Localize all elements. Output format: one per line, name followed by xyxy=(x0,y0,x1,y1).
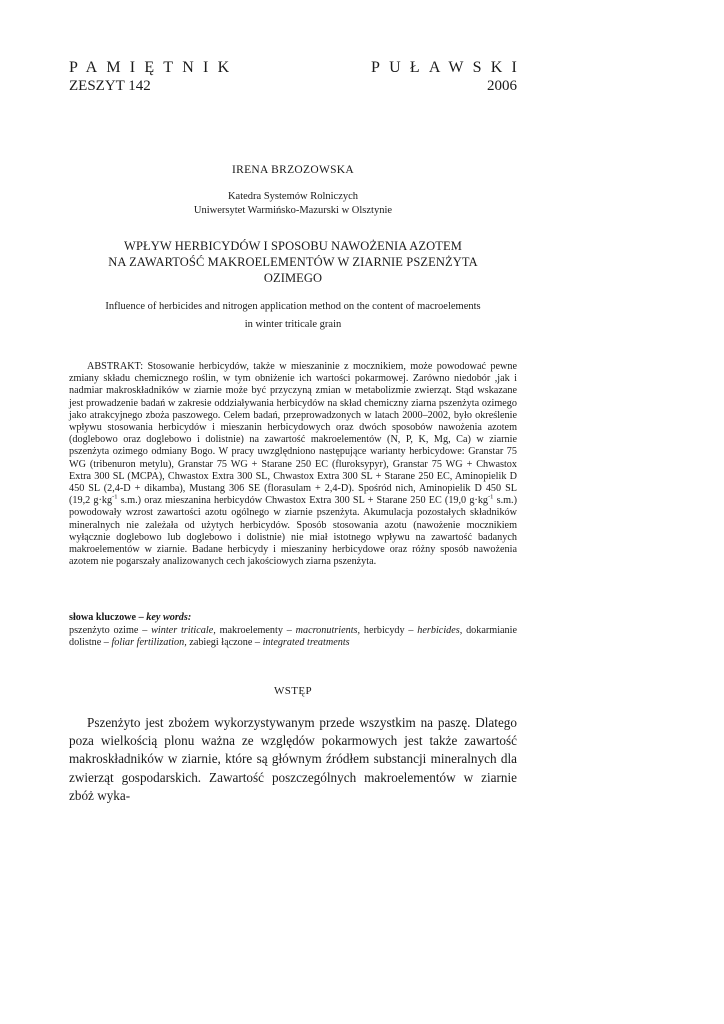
paper-title-english xyxy=(69,298,517,334)
abstract-part-3: s.m.) powodowały wzrost zawartości azotu ogólnego w ziarnie pszenżyta. Akumulacja pozostałych składników mineralnych nie zależała od użytych herbicydów. Sposób stosowania azotu (nawożenie mocznikiem wyłącznie doglebowo lub doglebowo i dolistnie) nie miał istotnego wpływu na zawartość badanych makroelementów w ziarnie. Badane herbicydy i mieszaniny herbicydowe oraz różny sposób nawożenia azotem nie pogarszały analizowanych cech jakościowych ziarna pszenżyta. xyxy=(69,495,517,568)
keyword-en: winter triticale, xyxy=(151,624,216,636)
abstract-part-2: s.m.) oraz mieszanina herbicydów Chwastox Extra 300 SL + Starane 250 EC (19,0 g·kg xyxy=(117,495,489,507)
keyword-pl: herbicydy – xyxy=(360,624,418,636)
section-heading: WSTĘP xyxy=(273,685,313,697)
issue-year: 2006 xyxy=(487,78,517,94)
keyword-pl: zabiegi łączone – xyxy=(186,637,263,649)
paper-title-polish xyxy=(69,238,517,286)
title-line-2: NA ZAWARTOŚĆ MAKROELEMENTÓW W ZIARNIE PSZENŻYTA xyxy=(108,255,478,269)
journal-header xyxy=(69,58,526,95)
affiliation xyxy=(69,190,517,218)
keywords-label: słowa kluczowe – xyxy=(69,612,144,623)
title-line-1: WPŁYW HERBICYDÓW I SPOSOBU NAWOŻENIA AZOTEM xyxy=(124,239,462,253)
keyword-en: macronutrients, xyxy=(295,624,361,636)
keyword-en: integrated treatments xyxy=(262,637,350,649)
keyword-en: herbicides, xyxy=(417,624,463,636)
body-paragraph: Pszenżyto jest zbożem wykorzystywanym przede wszystkim na paszę. Dlatego poza wielkością plonu ważna ze względów pokarmowych jest także zawartość makroskładników w ziarnie, które są głównym źródłem substancji mineralnych dla zwierząt gospodarskich. Zawartość poszczególnych makroelementów w ziarnie zbóż wyka- xyxy=(69,715,517,803)
keyword-pl: dokarmianie dolistne – xyxy=(69,624,517,649)
keyword-en: foliar fertilization, xyxy=(111,637,187,649)
journal-name-right: PUŁAWSKI xyxy=(371,59,526,76)
keywords xyxy=(69,612,517,650)
author-name: IRENA BRZOZOWSKA xyxy=(231,164,355,176)
keywords-label-row xyxy=(69,612,517,625)
keyword-pl: makroelementy – xyxy=(215,624,296,636)
keywords-label-en: key words: xyxy=(146,612,192,623)
issue-number: ZESZYT 142 xyxy=(69,78,151,94)
journal-title-row xyxy=(69,58,526,77)
abstract xyxy=(69,361,517,568)
keyword-pl: pszenżyto ozime – xyxy=(69,624,152,636)
title-en-line-1: Influence of herbicides and nitrogen application method on the content of macroelements xyxy=(105,301,481,312)
affiliation-department: Katedra Systemów Rolniczych xyxy=(227,191,359,202)
title-line-3: OZIMEGO xyxy=(263,271,323,285)
affiliation-university: Uniwersytet Warmińsko-Mazurski w Olsztynie xyxy=(193,205,393,216)
abstract-superscript-1: -1 xyxy=(112,493,118,501)
abstract-part-1: ABSTRAKT: Stosowanie herbicydów, także w mieszaninie z mocznikiem, może powodować pewne zmiany składu chemicznego roślin, w tym obniżenie ich wartości pokarmowej. Zarówno niedobór ,jak i nadmiar makroskładników w ziarnie może być przyczyną zmian w metabolizmie zwierząt. Stąd wskazane jest prowadzenie badań w zakresie oddziaływania herbicydów na skład chemiczny ziarna pszenżyta ozimego jako atrakcyjnego zboża paszowego. Celem badań, przeprowadzonych w latach 2000–2002, było określenie wpływu stosowania herbicydów i mieszanin herbicydowych oraz dwóch sposobów nawożenia azotem (doglebowo oraz doglebowo i dolistnie) na zawartość makroelementów (N, P, K, Mg, Ca) w ziarnie pszenżyta ozimego odmiany Bogo. W pracy uwzględniono następujące warianty herbicydowe: Granstar 75 WG (tribenuron metylu), Granstar 75 WG + Starane 250 EC (fluroksypyr), Granstar 75 WG + Chwastox Extra 300 SL (MCPA), Chwastox Extra 300 SL, Chwastox Extra 300 SL + Starane 250 EC, Aminopielik D 450 SL (2,4-D + dikamba), Mustang 306 SE (florasulam + 2,4-D). Spośród nich, Aminopielik D 450 SL (19,2 g·kg xyxy=(69,361,517,507)
keywords-list xyxy=(69,625,517,650)
journal-name-left: PAMIĘTNIK xyxy=(69,59,239,76)
abstract-superscript-2: -1 xyxy=(488,493,494,501)
issue-row xyxy=(69,77,517,95)
title-en-line-2: in winter triticale grain xyxy=(244,319,342,330)
